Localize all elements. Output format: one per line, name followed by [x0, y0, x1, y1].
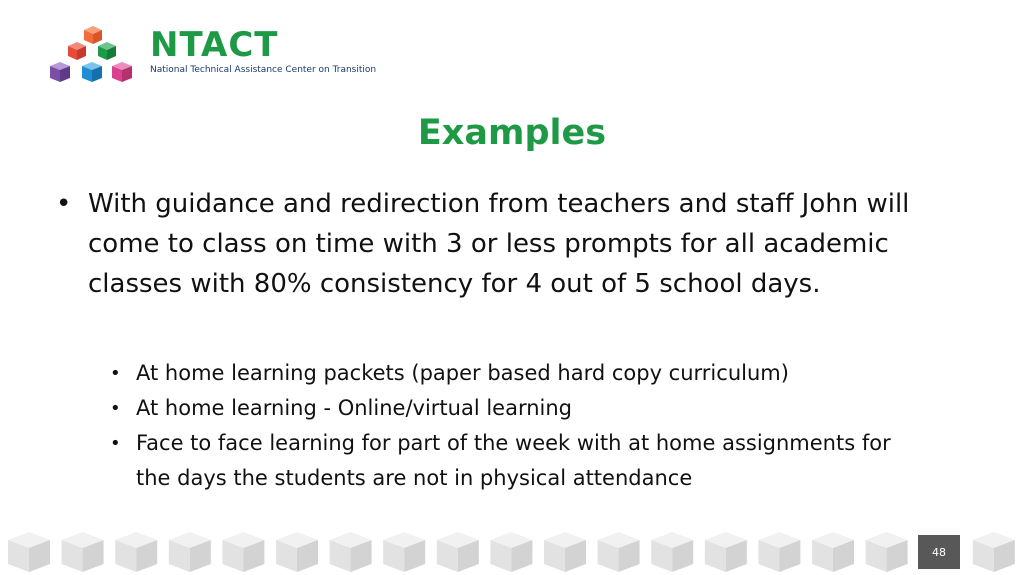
footer-cube-icon [651, 532, 693, 572]
footer-cube-icon [169, 532, 211, 572]
bullet-dot-icon: • [110, 363, 121, 384]
footer-cube-icon [866, 532, 908, 572]
footer-cube-icon [330, 532, 372, 572]
sub-bullet-item [110, 391, 910, 426]
footer-cube-icon [544, 532, 586, 572]
main-bullet-text: With guidance and redirection from teachers and staff John will come to class on time with 3 or less prompts for all academic classes with 80% consistency for 4 out of 5 school days. [88, 189, 910, 299]
footer-cube-icon [62, 532, 104, 572]
footer-cube-icon [973, 532, 1015, 572]
sub-bullet-text: At home learning - Online/virtual learning [136, 396, 573, 420]
footer-cube-icon [598, 532, 640, 572]
footer-cube-border [0, 528, 1024, 575]
footer-cube-icon [8, 532, 50, 572]
footer-cube-icon [437, 532, 479, 572]
logo-wordmark: NTACT [150, 25, 279, 65]
logo-tagline: National Technical Assistance Center on Transition [150, 65, 377, 75]
sub-bullet-item [110, 356, 910, 391]
page-number-badge: 48 [918, 535, 960, 569]
footer-cube-icon [490, 532, 532, 572]
sub-bullet-list [110, 356, 910, 496]
sub-bullet-text: At home learning packets (paper based hard copy curriculum) [136, 361, 789, 385]
footer-cube-icon [276, 532, 318, 572]
slide-title: Examples [417, 113, 607, 153]
sub-bullet-text: Face to face learning for part of the week with at home assignments for the days the students are not in physical attendance [136, 431, 891, 490]
footer-cube-icon [812, 532, 854, 572]
footer-cube-icon [222, 532, 264, 572]
ntact-logo [48, 24, 428, 88]
cube-stack-logo-icon [48, 24, 138, 86]
footer-cube-icon [758, 532, 800, 572]
bullet-dot-icon: • [110, 398, 121, 419]
footer-cube-icon [705, 532, 747, 572]
footer-cube-icon [115, 532, 157, 572]
footer-cube-icon [383, 532, 425, 572]
bullet-dot-icon: • [56, 189, 72, 219]
sub-bullet-item [110, 426, 910, 496]
bullet-dot-icon: • [110, 433, 121, 454]
